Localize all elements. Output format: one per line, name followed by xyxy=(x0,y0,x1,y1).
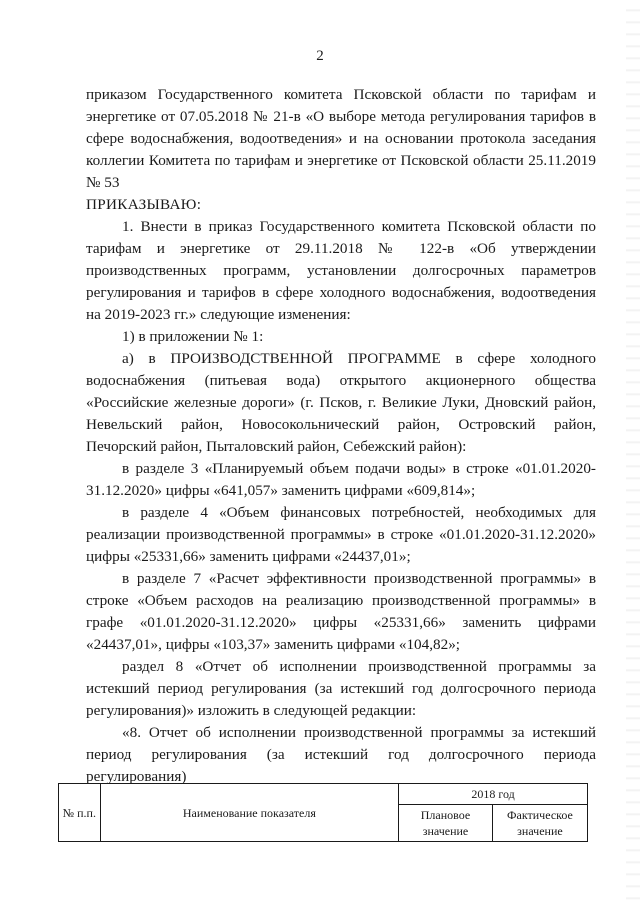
page-number: 2 xyxy=(316,48,324,64)
table-header-name: Наименование показателя xyxy=(100,784,398,842)
section-7-paragraph: в разделе 7 «Расчет эффективности производственной программы» в строке «Объем расходов на реализацию производственной программы» в графе «01.01.2020-31.12.2020» цифры «25331,66» заменить цифрами «24437,01», цифры «103,37» заменить цифрами «104,82»; xyxy=(86,570,596,653)
intro-paragraph: приказом Государственного комитета Псковской области по тарифам и энергетике от 07.05.2018 № 21-в «О выборе метода регулирования тарифов в сфере водоснабжения, водоотведения» и на основании протокола заседания коллегии Комитета по тарифам и энергетике от Псковской области 25.11.2019 № 53 xyxy=(86,86,596,191)
document-body xyxy=(86,84,596,788)
table-header-planned: Плановое значение xyxy=(399,805,493,842)
scan-edge-artifact xyxy=(626,0,640,905)
subitem-a-paragraph: а) в ПРОИЗВОДСТВЕННОЙ ПРОГРАММЕ в сфере холодного водоснабжения (питьевая вода) открытого акционерного общества «Российские железные дороги» (г. Псков, г. Великие Луки, Дновский район, Невельский район, Новосокольнический район, Островский район, Печорский район, Пыталовский район, Себежский район): xyxy=(86,350,596,455)
section-3-paragraph: в разделе 3 «Планируемый объем подачи воды» в строке «01.01.2020-31.12.2020» цифры «641,057» заменить цифрами «609,814»; xyxy=(86,460,596,499)
report-heading-paragraph: «8. Отчет об исполнении производственной программы за истекший период регулирования (за истекший год долгосрочного периода регулирования) xyxy=(86,724,596,785)
item-1-paragraph: 1. Внести в приказ Государственного комитета Псковской области по тарифам и энергетике от 29.11.2018 № 122-в «Об утверждении производственных программ, установлении долгосрочных параметров регулирования и тарифов в сфере холодного водоснабжения, водоотведения на 2019-2023 гг.» следующие изменения: xyxy=(86,218,596,323)
subitem-1-paragraph: 1) в приложении № 1: xyxy=(122,328,264,345)
table-header-year: 2018 год xyxy=(399,784,588,805)
report-table xyxy=(58,783,588,842)
section-4-paragraph: в разделе 4 «Объем финансовых потребностей, необходимых для реализации производственной программы» в строке «01.01.2020-31.12.2020» цифры «25331,66» заменить цифрами «24437,01»; xyxy=(86,504,596,565)
table-header-number: № п.п. xyxy=(59,784,101,842)
table-header-actual: Фактическое значение xyxy=(492,805,587,842)
order-word: ПРИКАЗЫВАЮ: xyxy=(86,196,202,213)
section-8-paragraph: раздел 8 «Отчет об исполнении производственной программы за истекший период регулирования (за истекший год долгосрочного периода регулирования)» изложить в следующей редакции: xyxy=(86,658,596,719)
